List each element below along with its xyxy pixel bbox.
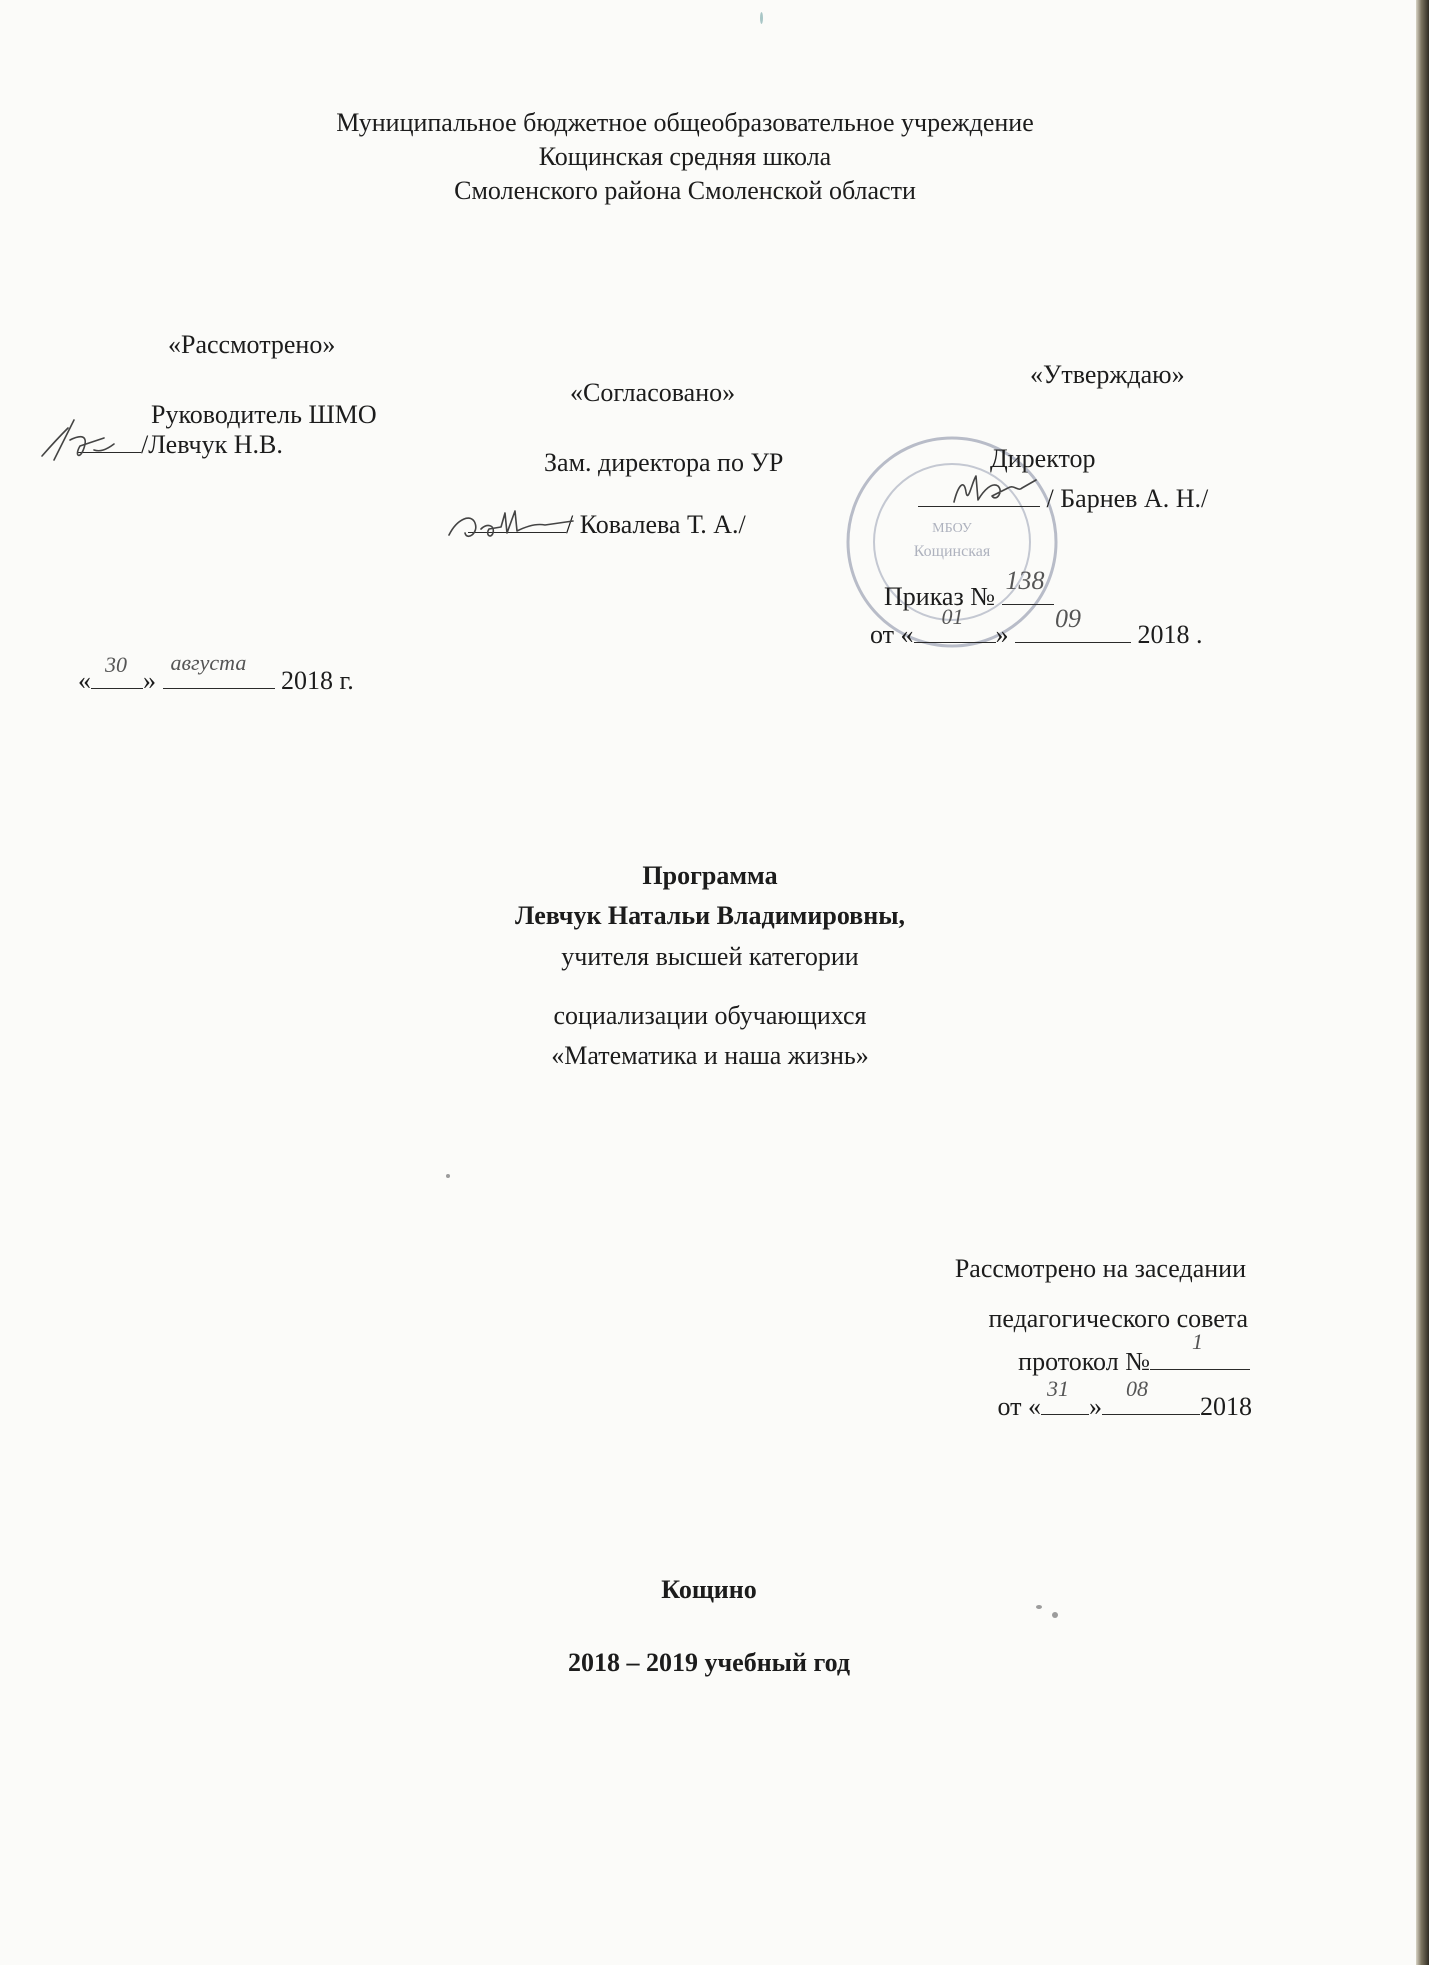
approved-order xyxy=(884,566,1054,611)
approved-title: «Утверждаю» xyxy=(1030,360,1185,389)
footer-year: 2018 – 2019 учебный год xyxy=(567,1648,851,1677)
program-course: «Математика и наша жизнь» xyxy=(551,1041,869,1070)
svg-text:МБОУ: МБОУ xyxy=(932,521,972,536)
header-line-3: Смоленского района Смоленской области xyxy=(454,176,916,205)
approved-role: Директор xyxy=(990,444,1096,473)
header-line-2: Кощинская средняя школа xyxy=(538,142,832,171)
agreed-role: Зам. директора по УР xyxy=(544,448,784,477)
approved-date-month: 09 xyxy=(1055,604,1082,633)
reviewed-date: « 30 » августа 2018 г. xyxy=(78,650,354,695)
approved-date: от « 01 » 09 2018 . xyxy=(870,604,1203,649)
footer-city: Кощино xyxy=(661,1575,757,1604)
approved-order-number: 138 xyxy=(1005,566,1045,595)
scan-speck xyxy=(1036,1605,1042,1609)
approved-order-label: Приказ № xyxy=(884,582,996,611)
reviewed-signature xyxy=(34,410,144,470)
reviewed-role: Руководитель ШМО xyxy=(151,400,377,429)
council-line-2: педагогического совета xyxy=(988,1304,1248,1333)
approved-signature xyxy=(948,462,1043,512)
program-author: Левчук Натальи Владимировны, xyxy=(515,901,905,930)
approved-date-year: 2018 . xyxy=(1137,620,1203,649)
council-protocol-label: протокол № xyxy=(1018,1347,1150,1376)
council-date-year: 2018 xyxy=(1200,1392,1252,1421)
scan-speck xyxy=(1052,1612,1058,1618)
svg-text:Кощинская: Кощинская xyxy=(913,543,991,560)
program-subject: социализации обучающихся xyxy=(553,1001,867,1030)
scan-speck xyxy=(760,12,763,24)
agreed-title: «Согласовано» xyxy=(570,378,736,407)
council-date-month: 08 xyxy=(1126,1376,1148,1401)
council-line-1: Рассмотрено на заседании xyxy=(954,1254,1246,1283)
reviewed-date-day: 30 xyxy=(105,652,127,677)
program-position: учителя высшей категории xyxy=(561,942,859,971)
council-date-day: 31 xyxy=(1047,1376,1069,1401)
council-date: от « 31 » 08 2018 xyxy=(997,1376,1252,1421)
reviewed-title: «Рассмотрено» xyxy=(168,330,336,359)
program-title: Программа xyxy=(642,861,778,890)
council-protocol xyxy=(0,1329,1250,1376)
scan-speck xyxy=(446,1174,450,1178)
header-line-1: Муниципальное бюджетное общеобразовательное учреждение xyxy=(336,108,1034,137)
reviewed-date-year: 2018 г. xyxy=(281,666,354,695)
agreed-signature xyxy=(445,505,585,550)
reviewed-name: /Левчук Н.В. xyxy=(141,430,283,459)
council-protocol-number: 1 xyxy=(1192,1329,1203,1354)
approved-name: / Барнев А. Н./ xyxy=(1046,484,1209,513)
approved-date-day: 01 xyxy=(941,604,964,629)
agreed-name: / Ковалева Т. А./ xyxy=(566,510,746,539)
reviewed-date-month: августа xyxy=(170,650,247,675)
